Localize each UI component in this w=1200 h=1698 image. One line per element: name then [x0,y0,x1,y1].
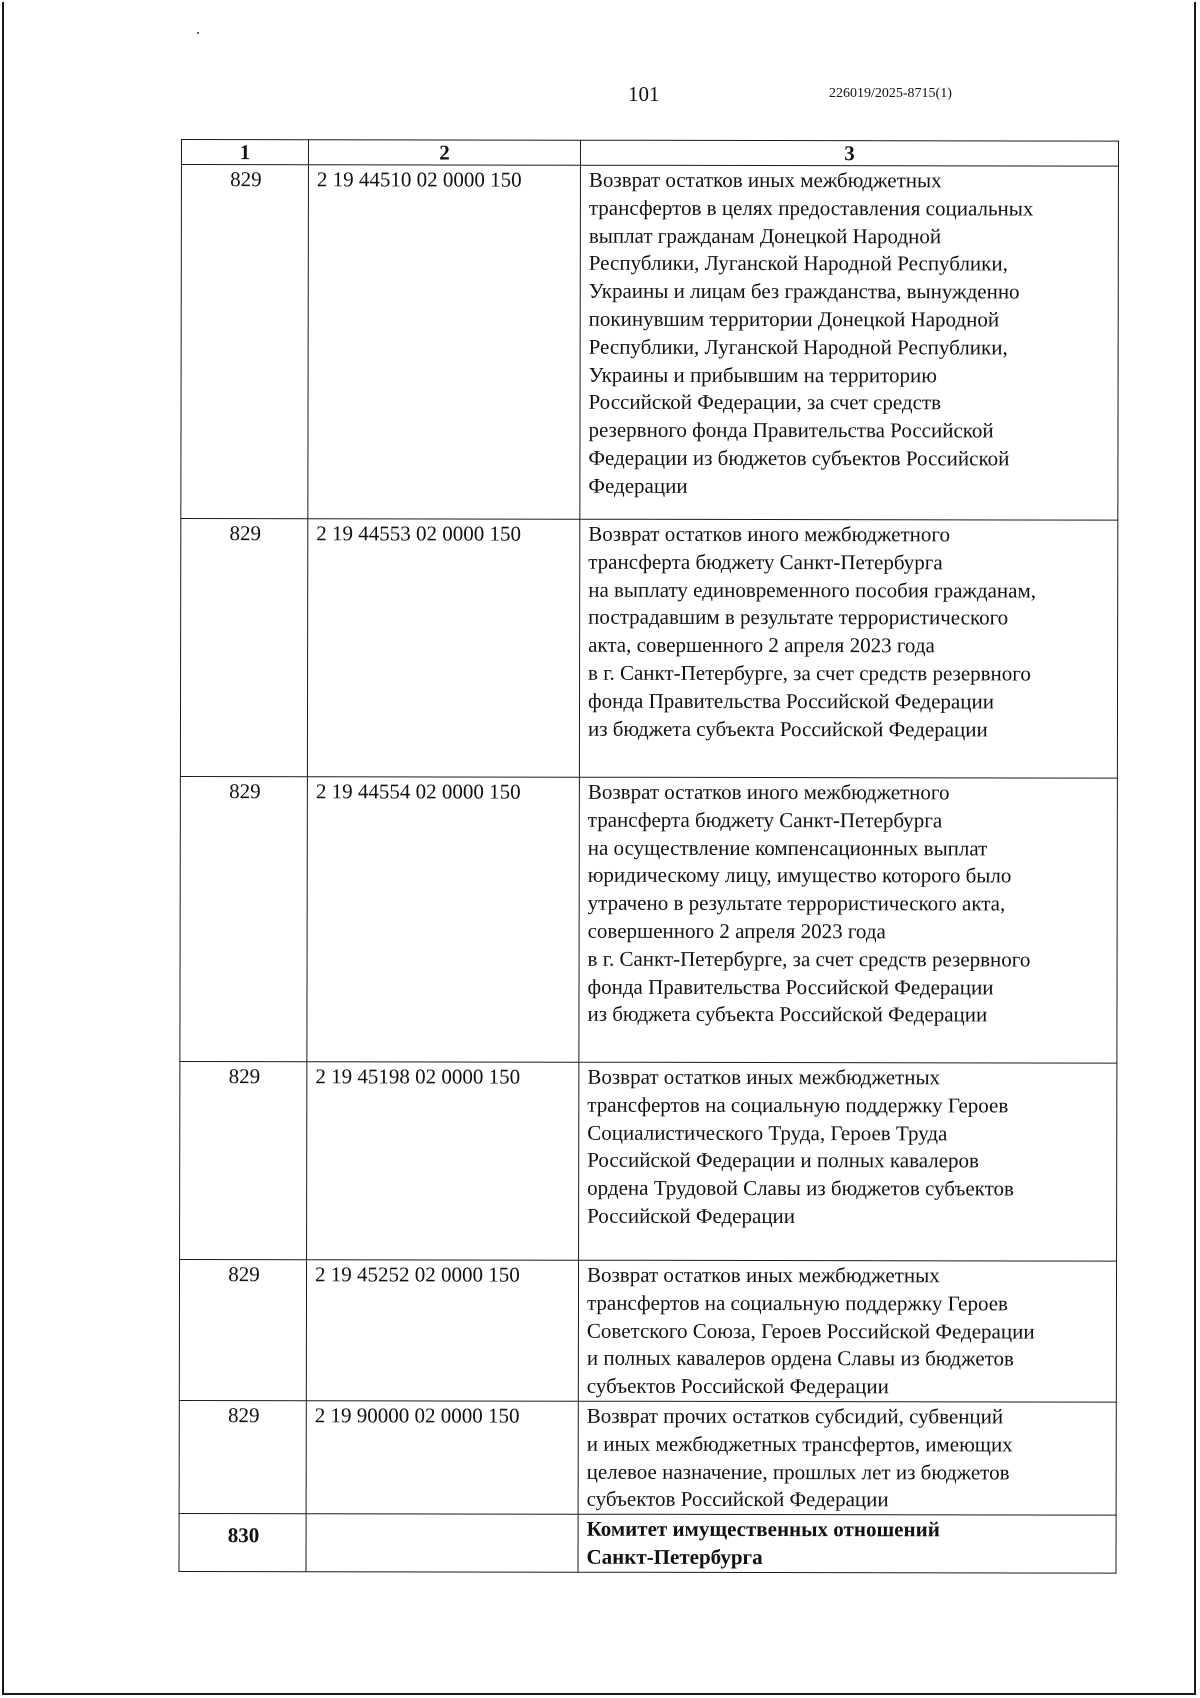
column-header-1: 1 [181,140,308,165]
admin-code-cell: 829 [180,776,307,1061]
document-reference: 226019/2025-8715(1) [829,86,952,101]
description-cell [578,1514,1116,1573]
description-text: Возврат прочих остатков субсидий, субвенций и иных межбюджетных трансфертов, имеющих целевое назначение, прошлых лет из бюджетов субъектов Российской Федерации [586,1403,1013,1512]
column-header-3: 3 [580,140,1118,166]
table-row [179,1514,1116,1573]
table-row [180,1061,1117,1261]
budget-code-cell: 2 19 44553 02 0000 150 [307,519,579,777]
description-text: Возврат остатков иных межбюджетных трансфертов на социальную поддержку Героев Социалистического Труда, Героев Труда Российской Федерации и полных кавалеров ордена Трудовой Славы из бюджетов субъектов Российской Федерации [587,1064,1014,1229]
description-cell [579,519,1117,778]
table-row [180,519,1117,779]
description-cell [579,1062,1117,1261]
page-number: 101 [628,82,660,106]
budget-classification-table [178,139,1118,1573]
admin-code-cell: 829 [179,1400,306,1513]
description-cell [578,1401,1116,1515]
column-header-2: 2 [308,140,580,165]
description-text: Возврат остатков иного межбюджетного трансферта бюджету Санкт-Петербурга на выплату единовременного пособия гражданам, пострадавшим в результате террористического акта, совершенного 2 апреля 2023 года в г. Санкт-Петербурге, за счет средств резервного фонда Правительства Российской Федерации из бюджета субъекта Российской Федерации [587,521,1037,741]
budget-code-cell: 2 19 45252 02 0000 150 [306,1260,578,1401]
admin-code-cell: 829 [181,165,309,519]
table-row [180,776,1117,1063]
description-text: Возврат остатков иных межбюджетных трансфертов на социальную поддержку Героев Советского Союза, Героев Российской Федерации и полных кавалеров ордена Славы из бюджетов субъектов Российской Федерации [586,1262,1035,1399]
description-text: Комитет имущественных отношений Санкт-Петербурга [586,1516,940,1569]
description-cell [579,777,1117,1063]
table-row [179,1259,1116,1402]
description-text: Возврат остатков иного межбюджетного трансферта бюджету Санкт-Петербурга на осуществление компенсационных выплат юридическому лицу, имущество которого было утрачено в результате террористического акта, совершенного 2 апреля 2023 года в г. Санкт-Петербурге, за счет средств резервного фонда Правительства Российской Федерации из бюджета субъекта Российской Федерации [587,779,1031,1027]
scan-speck [197,32,199,34]
budget-code-cell: 2 19 45198 02 0000 150 [307,1062,579,1260]
table-row [181,165,1119,521]
admin-code-cell: 830 [179,1514,306,1572]
admin-code-cell: 829 [180,1061,307,1259]
budget-code-cell: 2 19 44510 02 0000 150 [308,165,581,519]
budget-code-cell: 2 19 44554 02 0000 150 [307,777,579,1062]
description-cell [580,165,1119,520]
description-cell [578,1260,1116,1402]
budget-code-cell [306,1514,578,1572]
table-header-row [181,140,1118,167]
budget-code-cell: 2 19 90000 02 0000 150 [306,1401,578,1515]
table-row [179,1400,1116,1515]
admin-code-cell: 829 [180,519,307,777]
description-text: Возврат остатков иных межбюджетных трансфертов в целях предоставления социальных выплат гражданам Донецкой Народной Республики, Луганской Народной Республики, Украины и лицам без гражданства, вынужденно покинувшим территории Донецкой Народной Республики, Луганской Народной Республики, Украины и прибывшим на территорию Российской Федерации, за счет средств резервного фонда Правительства Российской Федерации из бюджетов субъектов Российской Федерации [588,167,1034,498]
admin-code-cell: 829 [179,1259,306,1400]
